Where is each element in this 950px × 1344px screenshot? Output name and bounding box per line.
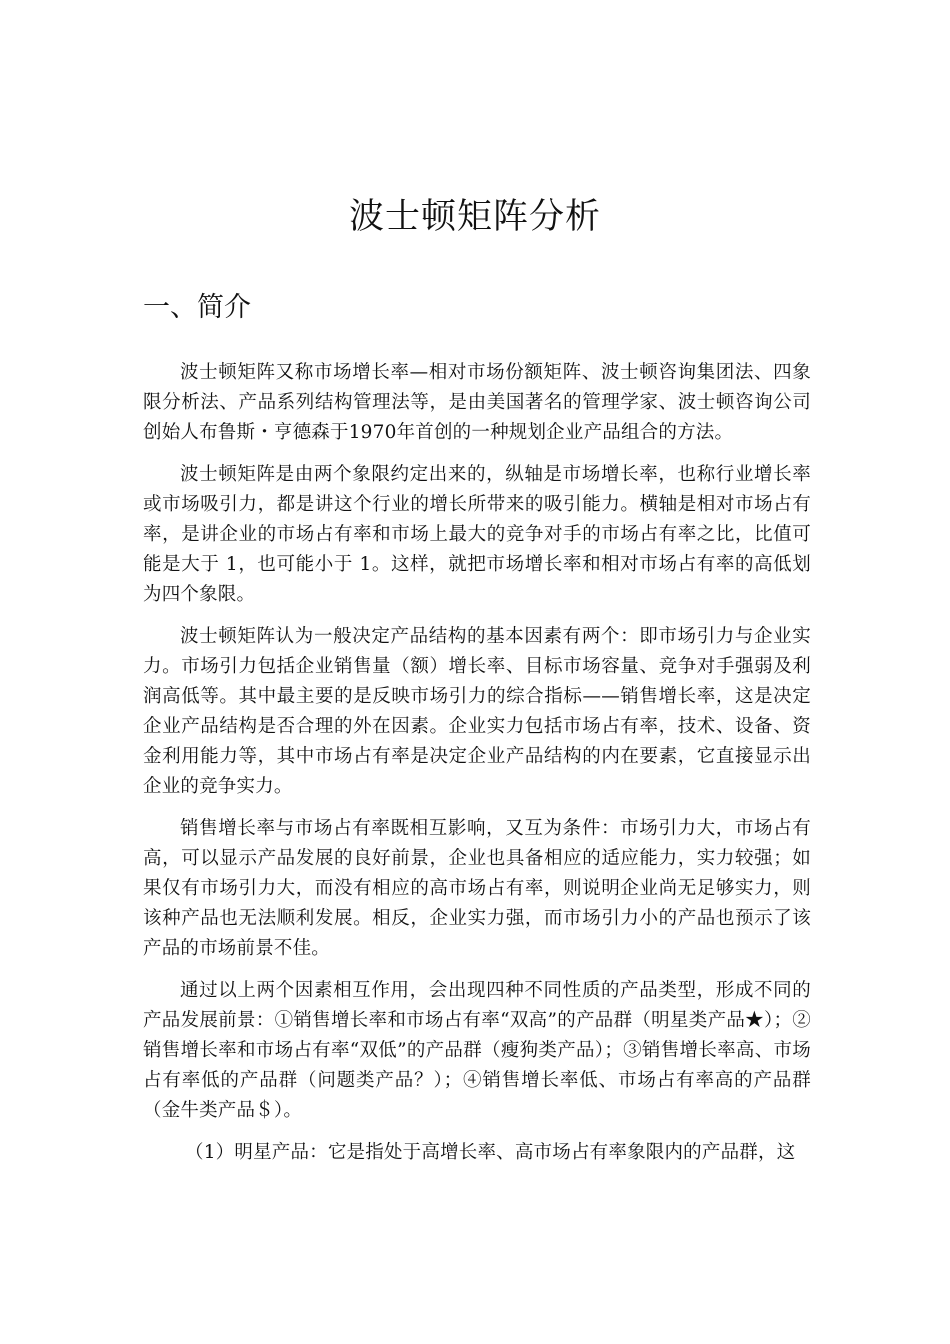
paragraph: 销售增长率与市场占有率既相互影响，又互为条件：市场引力大，市场占有高，可以显示产品发展的良好前景，企业也具备相应的适应能力，实力较强；如果仅有市场引力大，而没有相应的高市场占有率，则说明企业尚无足够实力，则该种产品也无法顺利发展。相反，企业实力强，而市场引力小的产品也预示了该产品的市场前景不佳。 xyxy=(143,818,811,959)
paragraph: （1）明星产品：它是指处于高增长率、高市场占有率象限内的产品群，这 xyxy=(185,1142,796,1163)
paragraph: 波士顿矩阵认为一般决定产品结构的基本因素有两个：即市场引力与企业实力。市场引力包括企业销售量（额）增长率、目标市场容量、竞争对手强弱及利润高低等。其中最主要的是反映市场引力的综合指标——销售增长率，这是决定企业产品结构是否合理的外在因素。企业实力包括市场占有率，技术、设备、资金利用能力等，其中市场占有率是决定企业产品结构的内在要素，它直接显示出企业的竞争实力。 xyxy=(143,626,811,797)
document-title: 波士顿矩阵分析 xyxy=(348,197,601,237)
body-text xyxy=(143,358,811,1180)
section-heading: 一、简介 xyxy=(143,292,251,323)
paragraph: 波士顿矩阵又称市场增长率—相对市场份额矩阵、波士顿咨询集团法、四象限分析法、产品系列结构管理法等，是由美国著名的管理学家、波士顿咨询公司创始人布鲁斯・亨德森于1970年首创的一种规划企业产品组合的方法。 xyxy=(143,362,811,443)
paragraph: 通过以上两个因素相互作用，会出现四种不同性质的产品类型，形成不同的产品发展前景：①销售增长率和市场占有率“双高”的产品群（明星类产品★）；②销售增长率和市场占有率“双低”的产品群（瘦狗类产品）；③销售增长率高、市场占有率低的产品群（问题类产品？）；④销售增长率低、市场占有率高的产品群（金牛类产品＄）。 xyxy=(143,980,811,1121)
paragraph: 波士顿矩阵是由两个象限约定出来的，纵轴是市场增长率，也称行业增长率或市场吸引力，都是讲这个行业的增长所带来的吸引能力。横轴是相对市场占有率，是讲企业的市场占有率和市场上最大的竞争对手的市场占有率之比，比值可能是大于 1，也可能小于 1。这样，就把市场增长率和相对市场占有率的高低划为四个象限。 xyxy=(143,464,811,605)
